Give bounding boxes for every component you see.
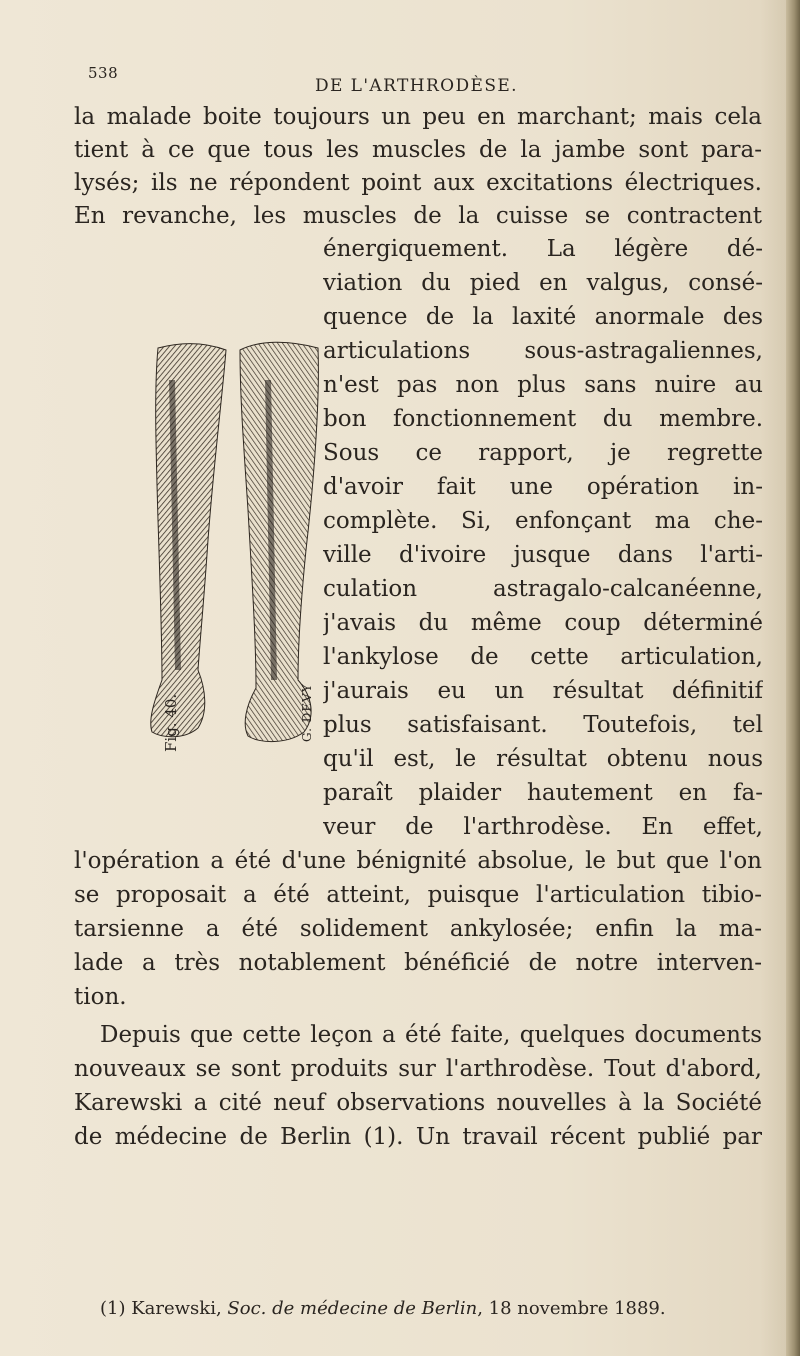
right-leg-shape xyxy=(240,342,318,741)
footnote-author: (1) Karewski, xyxy=(100,1298,228,1319)
text-line: nouveaux se sont produits sur l'arthrodèse. Tout d'abord, xyxy=(74,1056,762,1082)
text-line: j'avais du même coup déterminé xyxy=(323,610,763,636)
text-line: En revanche, les muscles de la cuisse se contractent xyxy=(74,203,762,229)
left-leg-shape xyxy=(151,344,226,737)
text-line: Depuis que cette leçon a été faite, quelques documents xyxy=(100,1022,762,1048)
text-line: de médecine de Berlin (1). Un travail récent publié par xyxy=(74,1124,762,1150)
text-line: qu'il est, le résultat obtenu nous xyxy=(323,746,763,772)
text-line: lysés; ils ne répondent point aux excitations électriques. xyxy=(74,170,762,196)
footnote xyxy=(100,1298,666,1319)
page-number: 538 xyxy=(88,64,119,82)
text-line: Sous ce rapport, je regrette xyxy=(323,440,763,466)
text-line: se proposait a été atteint, puisque l'articulation tibio- xyxy=(74,882,762,908)
text-line: complète. Si, enfonçant ma che- xyxy=(323,508,763,534)
footnote-source: Soc. de médecine de Berlin xyxy=(227,1298,478,1319)
figure-caption: Fig. 40. xyxy=(162,693,180,752)
text-line: bon fonctionnement du membre. xyxy=(323,406,763,432)
text-line: plus satisfaisant. Toutefois, tel xyxy=(323,712,763,738)
text-line: la malade boite toujours un peu en marchant; mais cela xyxy=(74,104,762,130)
text-line: énergiquement. La légère dé- xyxy=(323,236,763,262)
text-line: culation astragalo-calcanéenne, xyxy=(323,576,763,602)
text-line: articulations sous-astragaliennes, xyxy=(323,338,763,364)
text-line: paraît plaider hautement en fa- xyxy=(323,780,763,806)
running-head: DE L'ARTHRODÈSE. xyxy=(315,76,518,96)
text-line: Karewski a cité neuf observations nouvelles à la Société xyxy=(74,1090,762,1116)
text-line: lade a très notablement bénéficié de notre interven- xyxy=(74,950,762,976)
footnote-date: , 18 novembre 1889. xyxy=(477,1298,666,1319)
text-line: l'opération a été d'une bénignité absolue, le but que l'on xyxy=(74,848,762,874)
text-line: tarsienne a été solidement ankylosée; enfin la ma- xyxy=(74,916,762,942)
text-line: n'est pas non plus sans nuire au xyxy=(323,372,763,398)
page-edge xyxy=(786,0,800,1356)
text-line: ville d'ivoire jusque dans l'arti- xyxy=(323,542,763,568)
text-line: veur de l'arthrodèse. En effet, xyxy=(323,814,763,840)
engraver-signature: G. DEVY xyxy=(300,683,314,742)
text-line: l'ankylose de cette articulation, xyxy=(323,644,763,670)
text-line: d'avoir fait une opération in- xyxy=(323,474,763,500)
text-line: quence de la laxité anormale des xyxy=(323,304,763,330)
text-line: j'aurais eu un résultat définitif xyxy=(323,678,763,704)
text-line: tient à ce que tous les muscles de la jambe sont para- xyxy=(74,137,762,163)
text-line: tion. xyxy=(74,984,127,1010)
text-line: viation du pied en valgus, consé- xyxy=(323,270,763,296)
